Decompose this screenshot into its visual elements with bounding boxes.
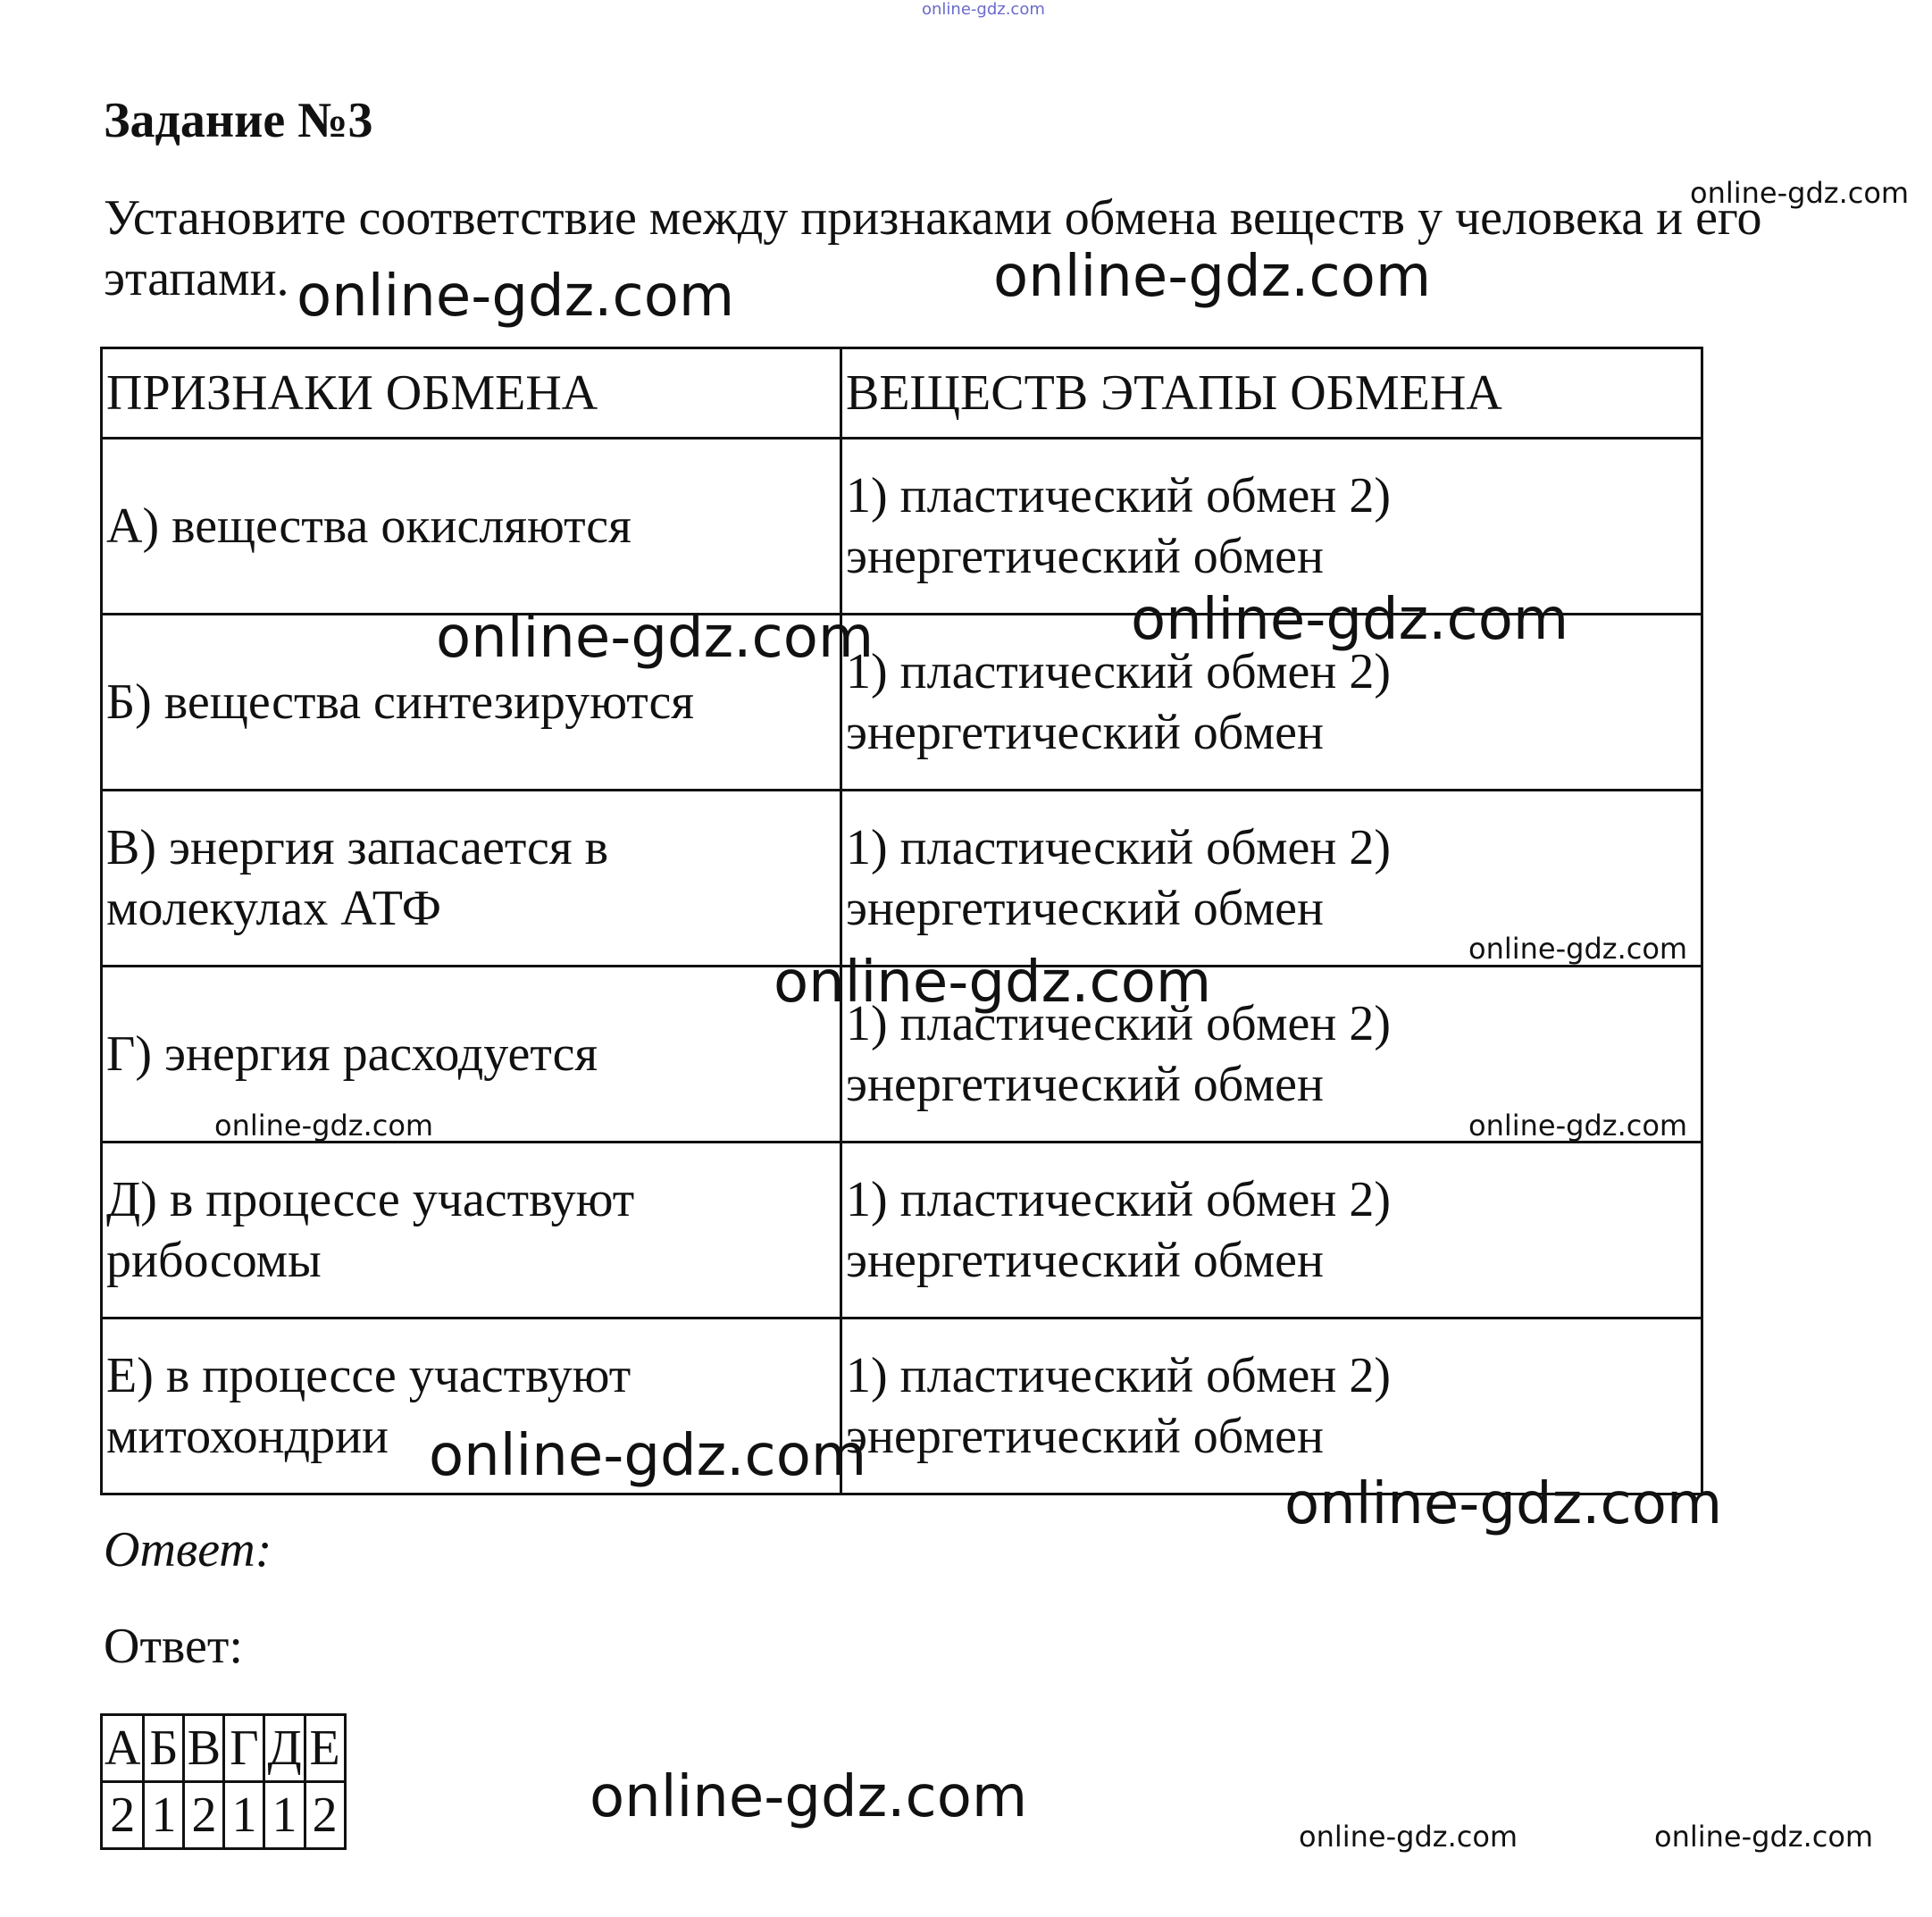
watermark: online-gdz.com bbox=[993, 244, 1432, 310]
watermark: online-gdz.com bbox=[1284, 1471, 1723, 1537]
answer-letter: Д bbox=[264, 1715, 305, 1782]
answer-value: 2 bbox=[305, 1782, 345, 1849]
watermark: online-gdz.com bbox=[429, 1423, 867, 1489]
watermark: online-gdz.com bbox=[1690, 176, 1910, 210]
watermark: online-gdz.com bbox=[1131, 587, 1569, 653]
feature-cell: Д) в процессе участвуют рибосомы bbox=[102, 1143, 841, 1318]
answer-letter: Е bbox=[305, 1715, 345, 1782]
answer-letters-row bbox=[102, 1715, 346, 1782]
matching-table bbox=[100, 347, 1703, 1495]
feature-cell: Г) энергия расходуется bbox=[102, 967, 841, 1143]
options-cell: 1) пластический обмен 2) энергетический обмен bbox=[841, 439, 1702, 615]
watermark: online-gdz.com bbox=[1654, 1820, 1874, 1854]
feature-cell: Б) вещества синтезируются bbox=[102, 615, 841, 791]
answer-value: 1 bbox=[224, 1782, 264, 1849]
answer-grid bbox=[100, 1713, 347, 1850]
answer-italic-label: Ответ: bbox=[104, 1522, 272, 1578]
table-row bbox=[102, 1143, 1702, 1318]
answer-letter: В bbox=[184, 1715, 224, 1782]
answer-value: 2 bbox=[102, 1782, 144, 1849]
answer-value: 1 bbox=[264, 1782, 305, 1849]
watermark: online-gdz.com bbox=[214, 1109, 434, 1143]
header-stages: ВЕЩЕСТВ ЭТАПЫ ОБМЕНА bbox=[841, 348, 1702, 439]
table-row bbox=[102, 791, 1702, 967]
watermark: online-gdz.com bbox=[1468, 932, 1688, 966]
answer-letter: Г bbox=[224, 1715, 264, 1782]
answer-value: 2 bbox=[184, 1782, 224, 1849]
feature-cell: А) вещества окисляются bbox=[102, 439, 841, 615]
feature-cell: Е) в процессе участвуют митохондрии bbox=[102, 1318, 841, 1494]
answer-value: 1 bbox=[144, 1782, 184, 1849]
options-cell: 1) пластический обмен 2) энергетический обмен bbox=[841, 1143, 1702, 1318]
watermark: online-gdz.com bbox=[590, 1764, 1028, 1830]
watermark: online-gdz.com bbox=[1468, 1109, 1688, 1143]
watermark: online-gdz.com bbox=[436, 605, 874, 671]
options-cell: 1) пластический обмен 2) энергетический обмен bbox=[841, 791, 1702, 967]
options-cell: 1) пластический обмен 2) энергетический обмен bbox=[841, 615, 1702, 791]
header-features: ПРИЗНАКИ ОБМЕНА bbox=[102, 348, 841, 439]
answer-values-row bbox=[102, 1782, 346, 1849]
answer-letter: А bbox=[102, 1715, 144, 1782]
watermark: online-gdz.com bbox=[297, 264, 735, 330]
answer-letter: Б bbox=[144, 1715, 184, 1782]
page-title: Задание №3 bbox=[104, 93, 373, 148]
options-cell: 1) пластический обмен 2) энергетический обмен bbox=[841, 967, 1702, 1143]
answer-label: Ответ: bbox=[104, 1619, 243, 1674]
options-cell: 1) пластический обмен 2) энергетический обмен bbox=[841, 1318, 1702, 1494]
task-prompt: Установите соответствие между признаками обмена веществ у человека и его этапами. bbox=[104, 190, 1762, 306]
feature-cell: В) энергия запасается в молекулах АТФ bbox=[102, 791, 841, 967]
table-row bbox=[102, 1318, 1702, 1494]
watermark-top: online-gdz.com bbox=[922, 0, 1045, 19]
watermark: online-gdz.com bbox=[774, 950, 1212, 1016]
table-header-row bbox=[102, 348, 1702, 439]
watermark: online-gdz.com bbox=[1299, 1820, 1518, 1854]
